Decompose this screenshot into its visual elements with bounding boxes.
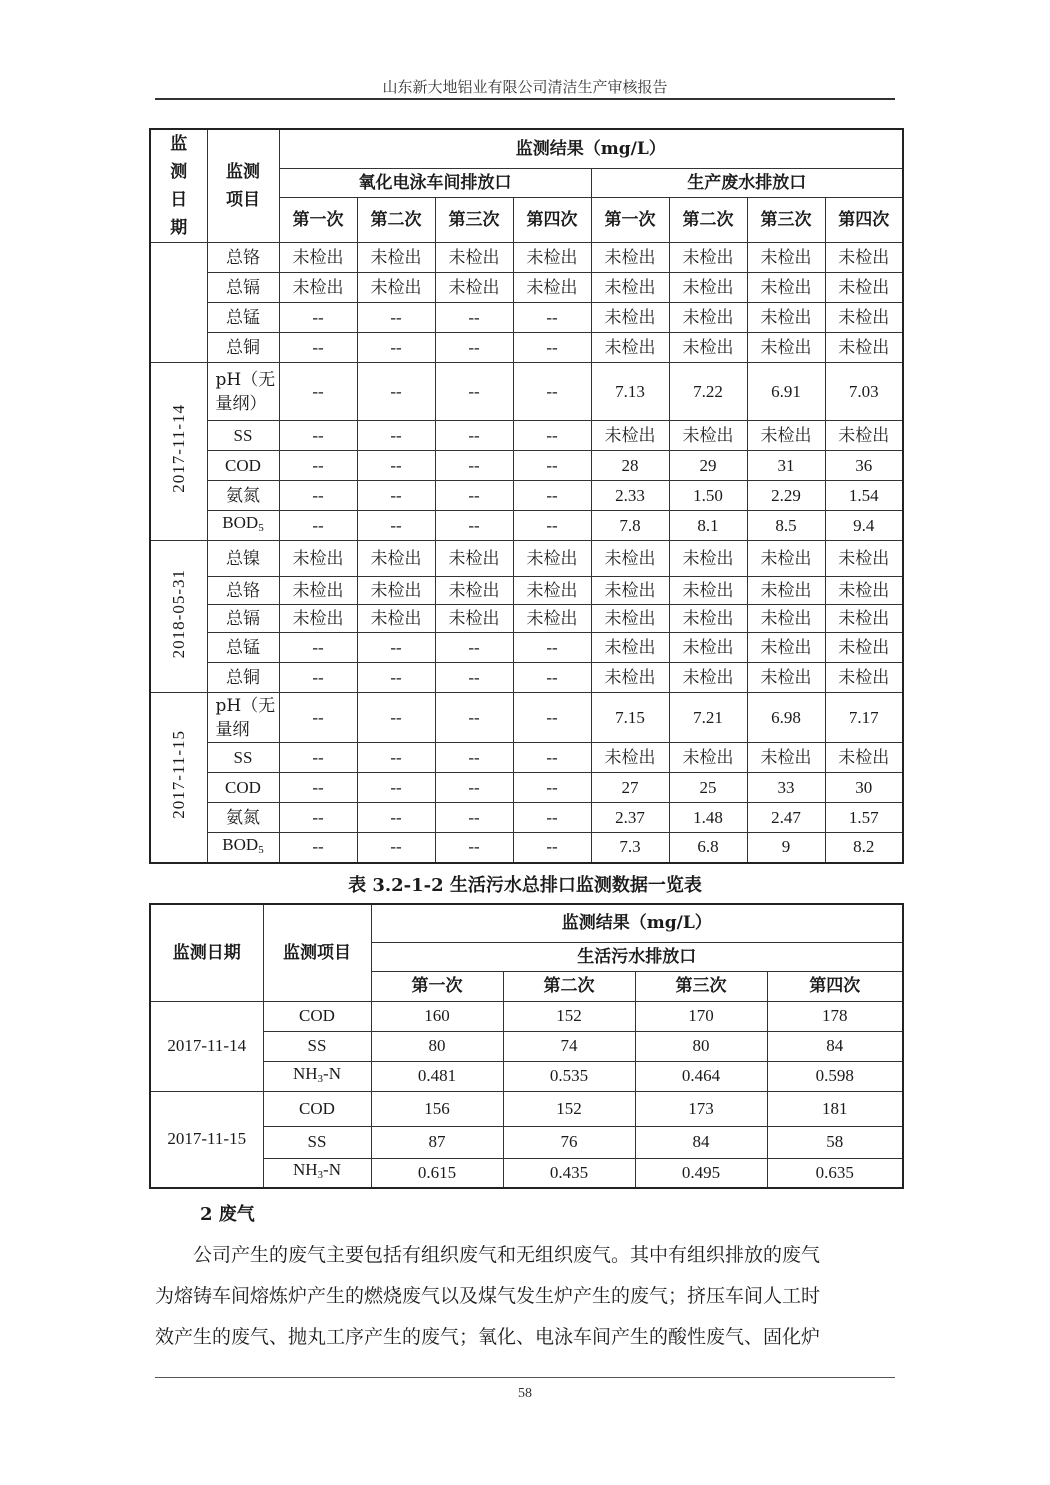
table1-item-cell: 总铬 [207,243,279,273]
table1-item-cell [207,693,279,743]
table1-value-cell: 未检出 [591,663,669,693]
table2-value-cell: 0.435 [503,1158,635,1188]
table1-value-cell: 1.50 [669,481,747,511]
table1-value-cell: 未检出 [591,333,669,363]
table1-item-cell: 总锰 [207,633,279,663]
table1-item-cell [207,363,279,421]
table1-header-row-1 [150,129,903,169]
table2-value-cell: 181 [767,1091,903,1126]
item-label-subscript: 5 [258,843,264,856]
table1-data-row [150,743,903,773]
table2-value-cell: 0.598 [767,1061,903,1091]
table1-value-cell: 7.8 [591,511,669,541]
table1-item-cell: SS [207,743,279,773]
item-label: NH [292,1063,318,1083]
item-label-line: pH（无 [215,369,276,390]
table1-value-cell: 未检出 [279,541,357,577]
table1-value-cell: 1.48 [669,803,747,833]
table1-time-header: 第二次 [669,198,747,243]
table1-value-cell: -- [279,693,357,743]
table1-value-cell: -- [513,511,591,541]
table2-value-cell: 152 [503,1001,635,1031]
table2-item-cell [263,1158,371,1188]
table1-value-cell: -- [513,333,591,363]
table1-value-cell: 7.15 [591,693,669,743]
table1-value-cell: 未检出 [825,605,903,633]
table1-item-cell: COD [207,451,279,481]
table2-col-item-header: 监测项目 [263,904,371,1001]
table1-value-cell: 未检出 [357,243,435,273]
table1-value-cell: -- [435,511,513,541]
table1-value-cell: 25 [669,773,747,803]
table1-value-cell: 7.3 [591,833,669,863]
table1-value-cell: 未检出 [747,663,825,693]
table1-value-cell: -- [357,511,435,541]
table1-value-cell: -- [279,663,357,693]
table1-value-cell: 9.4 [825,511,903,541]
table1-value-cell: 未检出 [591,605,669,633]
table1-item-cell: 氨氮 [207,481,279,511]
table1-value-cell: 8.5 [747,511,825,541]
table1-data-row [150,773,903,803]
table1-data-row [150,541,903,577]
table1-value-cell: 未检出 [279,273,357,303]
table1-time-header: 第一次 [279,198,357,243]
table2-value-cell: 170 [635,1001,767,1031]
table1-value-cell: 未检出 [747,243,825,273]
item-label: NH [292,1160,318,1180]
table1-value-cell: 1.54 [825,481,903,511]
table1-value-cell: 未检出 [747,605,825,633]
table1-value-cell: -- [357,363,435,421]
table1-time-header: 第四次 [513,198,591,243]
table1-item-cell: 总铜 [207,333,279,363]
table1-value-cell: 未检出 [747,743,825,773]
monitoring-date: 2017-11-14 [168,404,188,493]
table1-value-cell: -- [513,773,591,803]
table1-value-cell: 未检出 [825,243,903,273]
table1-item-cell: 总铜 [207,663,279,693]
table1-value-cell: -- [357,833,435,863]
table1-data-row [150,605,903,633]
table1-value-cell: 未检出 [435,541,513,577]
table1-value-cell: 未检出 [825,541,903,577]
table1-data-row [150,633,903,663]
table2-value-cell: 152 [503,1091,635,1126]
table1-value-cell: -- [513,633,591,663]
table1-data-row [150,273,903,303]
table1-value-cell: -- [279,481,357,511]
table1-value-cell: -- [279,333,357,363]
table2-date-cell: 2017-11-14 [150,1001,263,1091]
table2-value-cell: 0.615 [371,1158,503,1188]
table2-time-header: 第三次 [635,971,767,1001]
table1-value-cell: -- [279,743,357,773]
table1-value-cell: -- [435,663,513,693]
table1-value-cell: 未检出 [825,333,903,363]
table1-value-cell: 未检出 [591,577,669,605]
table1-date-cell [150,693,207,863]
table1-value-cell: 未检出 [825,663,903,693]
table2-time-header: 第四次 [767,971,903,1001]
table2-value-cell: 58 [767,1126,903,1158]
footer-divider [155,1377,895,1378]
table2-col-date-header: 监测日期 [150,904,263,1001]
table1-value-cell: -- [357,333,435,363]
table2-value-cell: 76 [503,1126,635,1158]
table1-result-header: 监测结果（mg/L） [279,129,903,169]
table2-result-header: 监测结果（mg/L） [371,904,903,942]
table1-value-cell: 未检出 [357,273,435,303]
table2-data-row [150,1061,903,1091]
table1-date-cell [150,243,207,363]
table1-data-row [150,803,903,833]
table1-value-cell: 未检出 [591,633,669,663]
table1-data-row [150,303,903,333]
table1-value-cell: 31 [747,451,825,481]
table1-value-cell: 33 [747,773,825,803]
table1-value-cell: -- [279,451,357,481]
table1-value-cell: -- [279,363,357,421]
table1-data-row [150,421,903,451]
table1-item-cell [207,833,279,863]
table2-item-cell: SS [263,1126,371,1158]
table1-value-cell: -- [279,833,357,863]
table2-value-cell: 173 [635,1091,767,1126]
table1-value-cell: -- [279,803,357,833]
table1-item-cell: SS [207,421,279,451]
table2-caption: 表 3.2-1-2 生活污水总排口监测数据一览表 [348,875,702,896]
section-heading-waste-gas: 2 废气 [200,1204,255,1225]
table1-value-cell: 未检出 [747,633,825,663]
table1-value-cell: -- [513,421,591,451]
table2-item-cell [263,1061,371,1091]
table1-date-cell [150,363,207,541]
table1-value-cell: 8.1 [669,511,747,541]
table1-time-header: 第三次 [747,198,825,243]
table1-value-cell: 未检出 [357,605,435,633]
table1-value-cell: 未检出 [357,577,435,605]
table1-value-cell: -- [279,303,357,333]
paragraph-line: 为熔铸车间熔炼炉产生的燃烧废气以及煤气发生炉产生的废气；挤压车间人工时 [155,1285,821,1307]
table2-value-cell: 0.535 [503,1061,635,1091]
item-label-line: 量纲 [215,719,250,740]
table1-value-cell: 未检出 [513,605,591,633]
table2-value-cell: 160 [371,1001,503,1031]
table2-value-cell: 0.495 [635,1158,767,1188]
table1-value-cell: -- [435,481,513,511]
table1-value-cell: 未检出 [513,243,591,273]
table1-value-cell: -- [279,511,357,541]
paragraph-line: 效产生的废气、抛丸工序产生的废气；氧化、电泳车间产生的酸性废气、固化炉 [155,1326,821,1348]
table1-value-cell: 未检出 [669,633,747,663]
table1-value-cell: 未检出 [279,577,357,605]
table1-data-row [150,833,903,863]
table2-date-cell: 2017-11-15 [150,1091,263,1188]
table1-value-cell: 未检出 [591,421,669,451]
table1-item-cell: 总铬 [207,577,279,605]
table1-outlet-production: 生产废水排放口 [591,169,903,198]
table1-value-cell: 未检出 [357,541,435,577]
table1-time-header: 第四次 [825,198,903,243]
table1-value-cell: 30 [825,773,903,803]
report-header-title: 山东新大地铝业有限公司清洁生产审核报告 [382,78,668,96]
table1-value-cell: 27 [591,773,669,803]
table1-value-cell: -- [357,633,435,663]
table1-item-cell: 总镍 [207,541,279,577]
table1-value-cell: -- [279,421,357,451]
item-label: -N [323,1063,341,1083]
table1-value-cell: 未检出 [825,303,903,333]
table2-data-row [150,1091,903,1126]
table2-value-cell: 80 [371,1031,503,1061]
table1-value-cell: 未检出 [591,273,669,303]
table1-value-cell: 未检出 [825,577,903,605]
table2-value-cell: 0.464 [635,1061,767,1091]
table1-value-cell: -- [513,451,591,481]
table1-value-cell: -- [513,363,591,421]
table1-value-cell: -- [435,421,513,451]
table2-value-cell: 178 [767,1001,903,1031]
monitoring-date: 2018-05-31 [168,568,188,659]
table1-value-cell: 未检出 [825,421,903,451]
table2-header-row-1 [150,904,903,942]
table1-item-cell: 总镉 [207,605,279,633]
paragraph-line: 公司产生的废气主要包括有组织废气和无组织废气。其中有组织排放的废气 [193,1244,821,1266]
table1-date-cell [150,541,207,693]
table1-value-cell: -- [513,743,591,773]
table1-value-cell: 2.37 [591,803,669,833]
table2-value-cell: 84 [635,1126,767,1158]
table1-value-cell: 未检出 [669,577,747,605]
table1-value-cell: -- [435,633,513,663]
table1-data-row [150,481,903,511]
table1-item-cell: 氨氮 [207,803,279,833]
table1-value-cell: 2.29 [747,481,825,511]
table1-value-cell: 未检出 [513,273,591,303]
item-label-line: pH（无 [215,695,276,716]
table1-value-cell: 7.03 [825,363,903,421]
monitoring-table-2 [149,903,904,1189]
table1-value-cell: 2.47 [747,803,825,833]
table1-value-cell: 未检出 [747,421,825,451]
table1-value-cell: 7.17 [825,693,903,743]
table1-value-cell: -- [435,451,513,481]
table1-value-cell: 未检出 [669,333,747,363]
table1-value-cell: 6.8 [669,833,747,863]
table1-value-cell: -- [435,773,513,803]
table1-time-header: 第三次 [435,198,513,243]
table1-value-cell: -- [357,743,435,773]
table1-value-cell: 未检出 [591,243,669,273]
table2-item-cell: SS [263,1031,371,1061]
table1-time-header: 第一次 [591,198,669,243]
body-paragraph [155,1235,895,1358]
table1-value-cell: -- [357,803,435,833]
table1-value-cell: -- [357,773,435,803]
table1-value-cell: 8.2 [825,833,903,863]
table1-value-cell: 29 [669,451,747,481]
table1-value-cell: -- [357,421,435,451]
table1-value-cell: 6.91 [747,363,825,421]
table1-value-cell: -- [357,481,435,511]
table2-data-row [150,1126,903,1158]
table1-value-cell: -- [435,743,513,773]
table1-value-cell: 未检出 [747,577,825,605]
monitoring-date: 2017-11-15 [168,729,188,819]
table2-value-cell: 80 [635,1031,767,1061]
table1-value-cell: 6.98 [747,693,825,743]
table1-value-cell: 36 [825,451,903,481]
table1-data-row [150,363,903,421]
table1-value-cell: -- [357,693,435,743]
item-label-line: 量纲） [215,393,267,414]
table2-time-header: 第二次 [503,971,635,1001]
table1-value-cell: 未检出 [591,743,669,773]
item-label-subscript: 3 [317,1169,324,1182]
table1-value-cell: -- [513,833,591,863]
table1-data-row [150,511,903,541]
table2-value-cell: 74 [503,1031,635,1061]
table1-item-cell [207,511,279,541]
item-label-subscript: 3 [317,1072,324,1085]
page-number: 58 [518,1386,532,1401]
table1-value-cell: 28 [591,451,669,481]
table1-value-cell: 未检出 [279,605,357,633]
table1-value-cell: 未检出 [669,541,747,577]
table2-data-row [150,1001,903,1031]
table1-data-row [150,451,903,481]
monitoring-table-1 [149,128,904,864]
table1-data-row [150,663,903,693]
table1-value-cell: -- [435,363,513,421]
table1-value-cell: 未检出 [747,273,825,303]
table1-value-cell: 未检出 [435,243,513,273]
table1-value-cell: 未检出 [747,333,825,363]
table1-value-cell: -- [357,303,435,333]
table1-value-cell: 7.13 [591,363,669,421]
table1-value-cell: 未检出 [435,273,513,303]
item-label: BOD [222,834,259,854]
table1-value-cell: -- [513,663,591,693]
item-label: -N [323,1160,341,1180]
table1-value-cell: 未检出 [669,605,747,633]
table1-value-cell: 未检出 [825,273,903,303]
table1-value-cell: 未检出 [747,541,825,577]
table1-value-cell: 未检出 [825,743,903,773]
table1-value-cell: 未检出 [279,243,357,273]
table1-value-cell: -- [279,633,357,663]
table1-value-cell: 未检出 [591,541,669,577]
table1-time-header: 第二次 [357,198,435,243]
table1-col-date-header: 监 测 日 期 [150,129,207,243]
table1-value-cell: 未检出 [513,577,591,605]
table1-item-cell: 总镉 [207,273,279,303]
table1-outlet-oxidation: 氧化电泳车间排放口 [279,169,591,198]
table1-value-cell: 未检出 [591,303,669,333]
table2-value-cell: 0.635 [767,1158,903,1188]
table1-data-row [150,243,903,273]
table1-value-cell: -- [513,481,591,511]
header-divider [155,98,895,100]
table1-value-cell: 未检出 [669,303,747,333]
table2-item-cell: COD [263,1091,371,1126]
table2-value-cell: 87 [371,1126,503,1158]
table1-value-cell: 9 [747,833,825,863]
table1-value-cell: -- [435,333,513,363]
table1-value-cell: 7.22 [669,363,747,421]
table1-value-cell: 1.57 [825,803,903,833]
table1-value-cell: 7.21 [669,693,747,743]
table2-value-cell: 156 [371,1091,503,1126]
table1-value-cell: -- [435,803,513,833]
table1-data-row [150,333,903,363]
table1-data-row [150,577,903,605]
item-label-subscript: 5 [258,522,264,534]
table1-value-cell: -- [513,803,591,833]
table1-value-cell: -- [513,303,591,333]
table2-value-cell: 0.481 [371,1061,503,1091]
table1-value-cell: 未检出 [513,541,591,577]
table1-value-cell: 未检出 [435,577,513,605]
table1-col-item-header: 监测 项目 [207,129,279,243]
table2-outlet-domestic: 生活污水排放口 [371,942,903,971]
table1-value-cell: -- [435,693,513,743]
table1-value-cell: 未检出 [669,743,747,773]
table1-value-cell: 未检出 [747,303,825,333]
table1-value-cell: 未检出 [669,663,747,693]
table1-data-row [150,693,903,743]
table1-value-cell: -- [357,451,435,481]
table2-value-cell: 84 [767,1031,903,1061]
table1-value-cell: 未检出 [669,243,747,273]
table2-data-row [150,1031,903,1061]
table2-time-header: 第一次 [371,971,503,1001]
table1-value-cell: -- [513,693,591,743]
table2-item-cell: COD [263,1001,371,1031]
table1-value-cell: -- [435,303,513,333]
table1-item-cell: 总锰 [207,303,279,333]
table1-item-cell: COD [207,773,279,803]
table1-value-cell: -- [435,833,513,863]
table2-data-row [150,1158,903,1188]
table1-value-cell: 2.33 [591,481,669,511]
table1-value-cell: 未检出 [825,633,903,663]
table1-value-cell: -- [279,773,357,803]
table1-value-cell: -- [357,663,435,693]
item-label: BOD [222,513,259,532]
table1-value-cell: 未检出 [435,605,513,633]
table1-value-cell: 未检出 [669,421,747,451]
table1-value-cell: 未检出 [669,273,747,303]
